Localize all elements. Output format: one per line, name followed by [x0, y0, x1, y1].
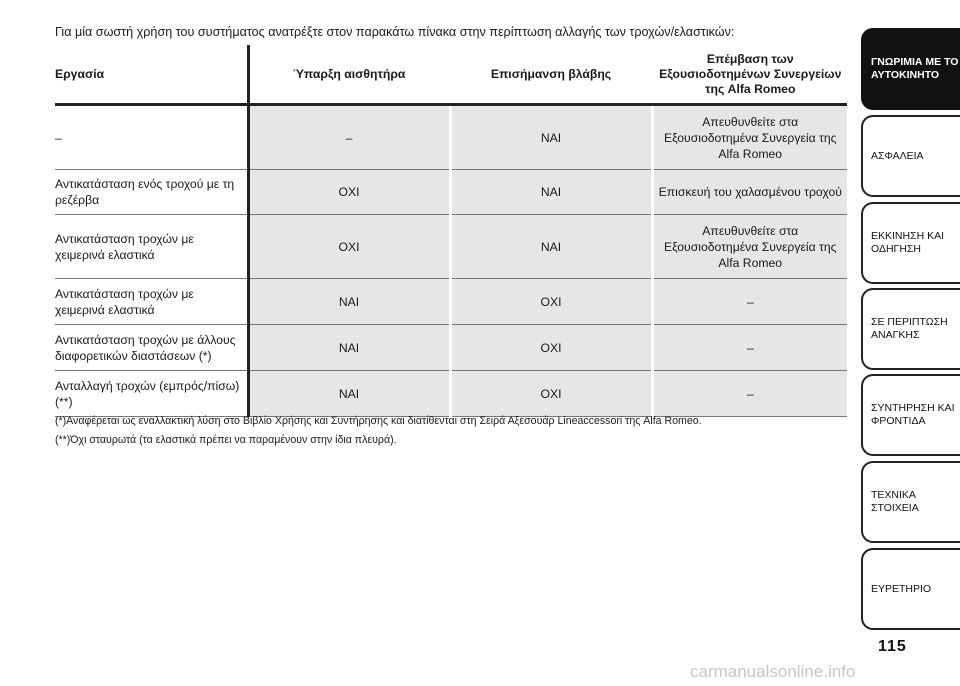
tab-label: ΕΚΚΙΝΗΣΗ ΚΑΙ ΟΔΗΓΗΣΗ	[871, 230, 945, 255]
cell-task: –	[55, 105, 248, 170]
cell-sensor: ΝΑΙ	[248, 325, 450, 371]
tab-index[interactable]	[861, 548, 960, 630]
cell-task: Αντικατάσταση τροχών με χειμερινά ελαστικά	[55, 215, 248, 279]
tab-label: ΤΕΧΝΙΚΑ ΣΤΟΙΧΕΙΑ	[871, 489, 919, 514]
cell-intervention: Απευθυνθείτε στα Εξουσιοδοτημένα Συνεργεία της Alfa Romeo	[652, 105, 847, 170]
tab-maintenance-care[interactable]	[861, 374, 960, 456]
table-row	[55, 170, 847, 215]
tab-getting-to-know-car[interactable]	[861, 28, 960, 110]
cell-intervention: Επισκευή του χαλασμένου τροχού	[652, 170, 847, 215]
table-row	[55, 325, 847, 371]
tab-technical-data[interactable]	[861, 461, 960, 543]
table-row	[55, 371, 847, 417]
table-row	[55, 215, 847, 279]
header-sensor: Ύπαρξη αισθητήρα	[248, 45, 450, 105]
tab-starting-driving[interactable]	[861, 202, 960, 284]
table-row	[55, 105, 847, 170]
cell-task: Ανταλλαγή τροχών (εμπρός/πίσω)(**)	[55, 371, 248, 417]
cell-sensor: ΝΑΙ	[248, 279, 450, 325]
tab-label: ΣΕ ΠΕΡΙΠΤΩΣΗ ΑΝΑΓΚΗΣ	[871, 316, 948, 341]
watermark: carmanualsonline.info	[690, 662, 856, 681]
header-fault-indication: Επισήμανση βλάβης	[450, 45, 652, 105]
header-task: Εργασία	[55, 45, 248, 105]
cell-fault: ΝΑΙ	[450, 170, 652, 215]
page-number: 115	[878, 638, 907, 655]
footnote-1: (*)Αναφέρεται ως εναλλακτική λύση στο Βιβλίο Χρήσης και Συντήρησης και διατίθενται στη Σειρά Αξεσουάρ Lineaccessori της Alfa Romeo.	[55, 415, 702, 427]
tab-safety[interactable]	[861, 115, 960, 197]
cell-sensor: ΟΧΙ	[248, 215, 450, 279]
tab-label: ΣΥΝΤΗΡΗΣΗ ΚΑΙ ΦΡΟΝΤΙΔΑ	[871, 402, 955, 427]
table-row	[55, 279, 847, 325]
wheel-change-table	[55, 45, 847, 417]
cell-intervention: Απευθυνθείτε στα Εξουσιοδοτημένα Συνεργεία της Alfa Romeo	[652, 215, 847, 279]
tab-label: ΕΥΡΕΤΗΡΙΟ	[871, 582, 932, 595]
cell-sensor: –	[248, 105, 450, 170]
cell-sensor: ΟΧΙ	[248, 170, 450, 215]
cell-fault: ΟΧΙ	[450, 279, 652, 325]
cell-sensor: ΝΑΙ	[248, 371, 450, 417]
cell-intervention: –	[652, 279, 847, 325]
cell-task: Αντικατάσταση τροχών με χειμερινά ελαστικά	[55, 279, 248, 325]
cell-fault: ΟΧΙ	[450, 371, 652, 417]
tab-emergency[interactable]	[861, 288, 960, 370]
cell-task: Αντικατάσταση τροχών με άλλους διαφορετικών διαστάσεων (*)	[55, 325, 248, 371]
cell-fault: ΝΑΙ	[450, 105, 652, 170]
cell-intervention: –	[652, 325, 847, 371]
cell-fault: ΝΑΙ	[450, 215, 652, 279]
footnote-2: (**)Όχι σταυρωτά (τα ελαστικά πρέπει να παραμένουν στην ίδια πλευρά).	[55, 434, 397, 446]
cell-fault: ΟΧΙ	[450, 325, 652, 371]
tab-label: ΓΝΩΡΙΜΙΑ ΜΕ ΤΟ ΑΥΤΟΚΙΝΗΤΟ	[871, 56, 959, 81]
cell-intervention: –	[652, 371, 847, 417]
tab-label: ΑΣΦΑΛΕΙΑ	[871, 149, 924, 162]
table-header-row	[55, 45, 847, 105]
cell-task: Αντικατάσταση ενός τροχού με τη ρεζέρβα	[55, 170, 248, 215]
header-dealer-intervention: Επέμβαση των Εξουσιοδοτημένων Συνεργείων της Alfa Romeo	[652, 45, 847, 105]
intro-text: Για μία σωστή χρήση του συστήματος ανατρέξτε στον παρακάτω πίνακα στην περίπτωση αλλαγής των τροχών/ελαστικών:	[55, 25, 735, 39]
